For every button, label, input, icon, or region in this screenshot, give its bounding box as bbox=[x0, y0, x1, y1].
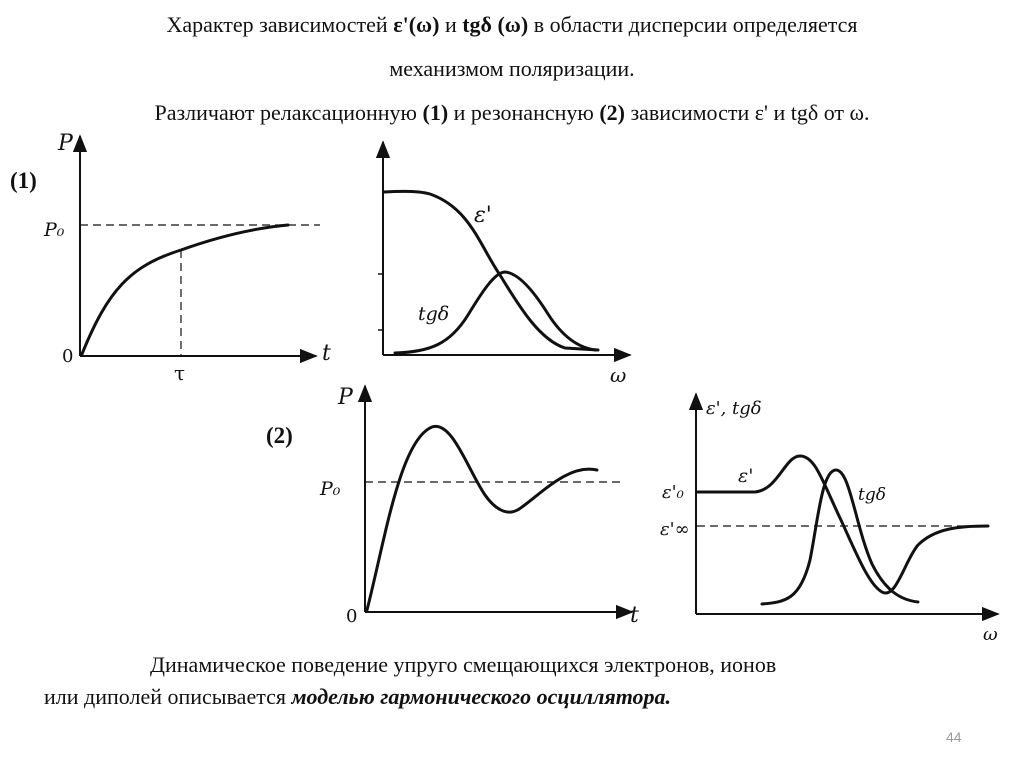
x-axis-label: t bbox=[630, 603, 639, 628]
loss-tangent-curve-label: tgδ bbox=[858, 485, 886, 505]
relaxation-marker: (1) bbox=[10, 168, 37, 193]
equilibrium-level-label: P₀ bbox=[320, 478, 341, 500]
graph-polarization-resonance bbox=[319, 385, 639, 628]
caption-line-1: Динамическое поведение упруго смещающихся электронов, ионов bbox=[150, 652, 777, 677]
resonance-marker: (2) bbox=[266, 423, 293, 448]
caption-text: или диполей описывается bbox=[44, 684, 292, 709]
permittivity-curve-label: ε' bbox=[474, 203, 492, 228]
x-axis-label: t bbox=[322, 341, 331, 366]
heading-tg-term: tgδ (ω) bbox=[462, 12, 529, 37]
permittivity-curve-label: ε' bbox=[738, 465, 754, 487]
heading-text: зависимости ε' и tgδ от ω. bbox=[624, 100, 870, 125]
heading-line-2: механизмом поляризации. bbox=[389, 56, 635, 81]
y-axis-label: P bbox=[338, 385, 353, 410]
tau-label: τ bbox=[174, 361, 186, 385]
origin-label: 0 bbox=[346, 606, 358, 627]
heading-text: Характер зависимостей bbox=[166, 12, 394, 37]
heading-text: и резонансную bbox=[448, 100, 600, 125]
x-axis-label: ω bbox=[983, 624, 998, 645]
heading-mark-1: (1) bbox=[422, 100, 449, 125]
polarization-curve bbox=[82, 225, 288, 354]
oscillation-curve bbox=[367, 426, 597, 610]
x-axis-label: ω bbox=[610, 363, 627, 387]
page-number: 44 bbox=[946, 729, 962, 745]
origin-label: 0 bbox=[62, 346, 74, 367]
graph-relaxation-dispersion bbox=[378, 142, 630, 387]
heading-text: и bbox=[439, 12, 463, 37]
graph-resonance-dispersion bbox=[660, 394, 998, 645]
heading-text: в области дисперсии определяется bbox=[528, 12, 858, 37]
static-permittivity-label: ε'₀ bbox=[662, 482, 684, 503]
caption-emphasis: моделью гармонического осциллятора. bbox=[291, 684, 672, 709]
saturation-level-label: P₀ bbox=[44, 219, 65, 241]
loss-tangent-curve bbox=[762, 470, 918, 604]
y-axis-label: ε', tgδ bbox=[706, 398, 762, 419]
caption-line-2 bbox=[44, 684, 671, 710]
heading-mark-2: (2) bbox=[599, 100, 625, 125]
loss-tangent-curve-label: tgδ bbox=[418, 303, 450, 325]
heading-text: Различают релаксационную bbox=[154, 100, 423, 125]
y-axis-label: P bbox=[58, 131, 73, 156]
heading-eps-term: ε'(ω) bbox=[393, 12, 440, 37]
infinite-frequency-permittivity-label: ε'∞ bbox=[660, 519, 690, 540]
graph-polarization-relaxation bbox=[43, 131, 331, 385]
